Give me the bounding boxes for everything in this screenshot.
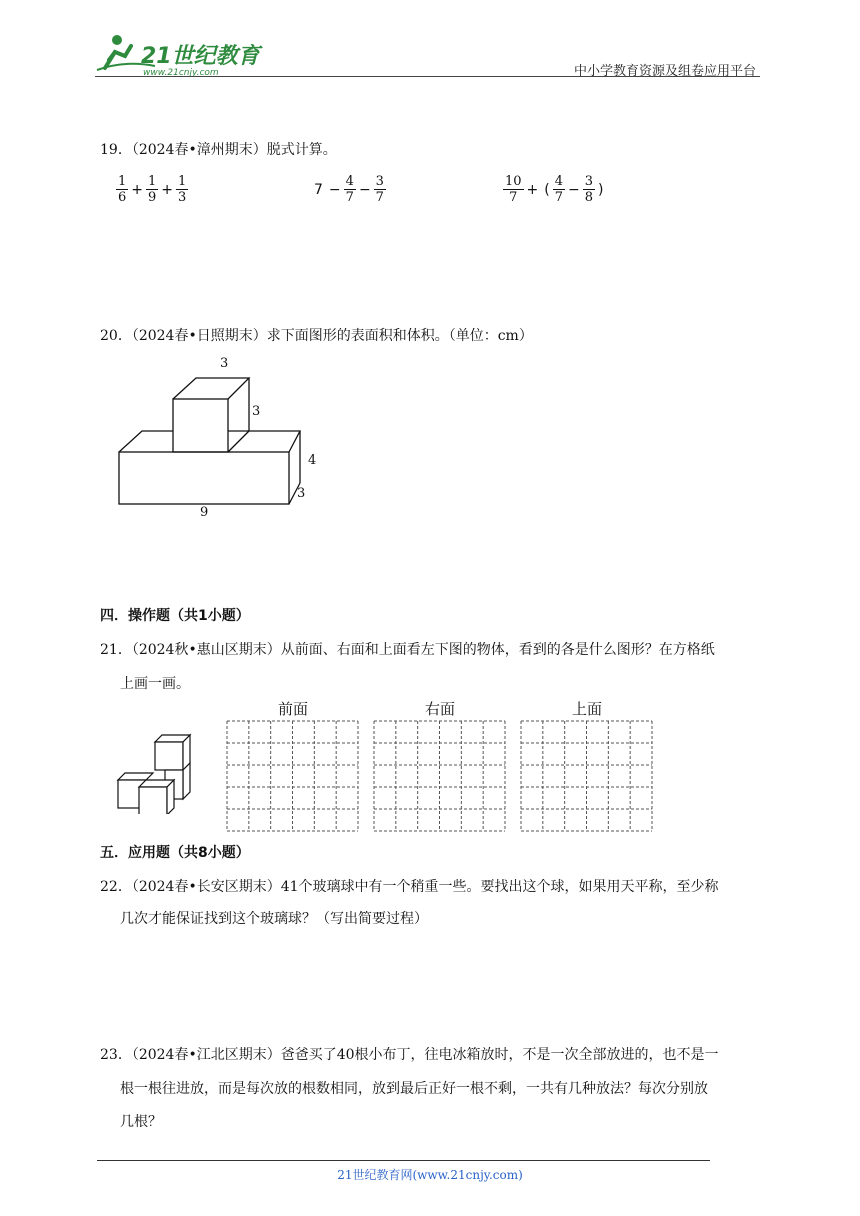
q19-expression-2: 7 − $\frac{4}{7}$ − $\frac{3}{7}$ <box>314 174 384 205</box>
question-23-line-1: 23．（2024春•江北区期末）爸爸买了40根小布丁，往电冰箱放时，不是一次全部放进的，也不是一 <box>100 1047 719 1063</box>
site-logo <box>95 30 265 80</box>
question-22-line-1: 22．（2024春•长安区期末）41个玻璃球中有一个稍重一些。要找出这个球，如果用天平称，至少称 <box>100 879 719 895</box>
q19-expression-3: $\frac{10}{7}$ + ( $\frac{4}{7}$ − $\frac{3}{8}$ ) <box>505 174 604 205</box>
grid-title-top: 上面 <box>571 700 602 718</box>
dim-label-depth: 3 <box>297 486 306 501</box>
footer-site: 21世纪教育网(www.21cnjy.com) <box>337 1168 523 1182</box>
grid-paper-front[interactable] <box>226 720 359 836</box>
question-21-line-2: 上画一画。 <box>120 676 190 692</box>
footer-divider <box>97 1160 710 1161</box>
section-5-heading: 五．应用题（共8小题） <box>100 845 250 861</box>
question-23-line-2: 根一根往进放，而是每次放的根数相同，放到最后正好一根不剩，一共有几种放法？每次分别放 <box>120 1081 708 1097</box>
svg-text:www.21cnjy.com: www.21cnjy.com <box>143 68 219 78</box>
svg-text:21世纪教育: 21世纪教育 <box>141 44 260 69</box>
header-divider <box>95 76 760 77</box>
dim-label-bottom: 9 <box>200 505 209 520</box>
question-20-title: 20．（2024春•日照期末）求下面图形的表面积和体积。（单位：cm） <box>100 328 533 344</box>
platform-title: 中小学教育资源及组卷应用平台 <box>573 64 756 79</box>
dim-label-top: 3 <box>220 356 229 371</box>
section-4-heading: 四．操作题（共1小题） <box>100 608 250 624</box>
question-22-line-2: 几次才能保证找到这个玻璃球？（写出简要过程） <box>120 911 428 927</box>
grid-title-front: 前面 <box>277 700 308 718</box>
question-21-line-1: 21．（2024秋•惠山区期末）从前面、右面和上面看左下图的物体，看到的各是什么图形？在方格纸 <box>100 642 715 658</box>
q19-expression-1: $\frac{1}{6}$ + $\frac{1}{9}$ + $\frac{1}{3}$ <box>118 174 187 205</box>
question-23-line-3: 几根？ <box>120 1114 162 1130</box>
grid-paper-right[interactable] <box>373 720 506 836</box>
grid-title-right: 右面 <box>424 700 455 718</box>
question-19-title: 19．（2024春•漳州期末）脱式计算。 <box>100 142 337 158</box>
q21-cube-figure <box>115 732 195 818</box>
dim-label-mid: 3 <box>252 404 261 419</box>
dim-label-right: 4 <box>308 453 317 468</box>
grid-paper-top[interactable] <box>520 720 653 836</box>
